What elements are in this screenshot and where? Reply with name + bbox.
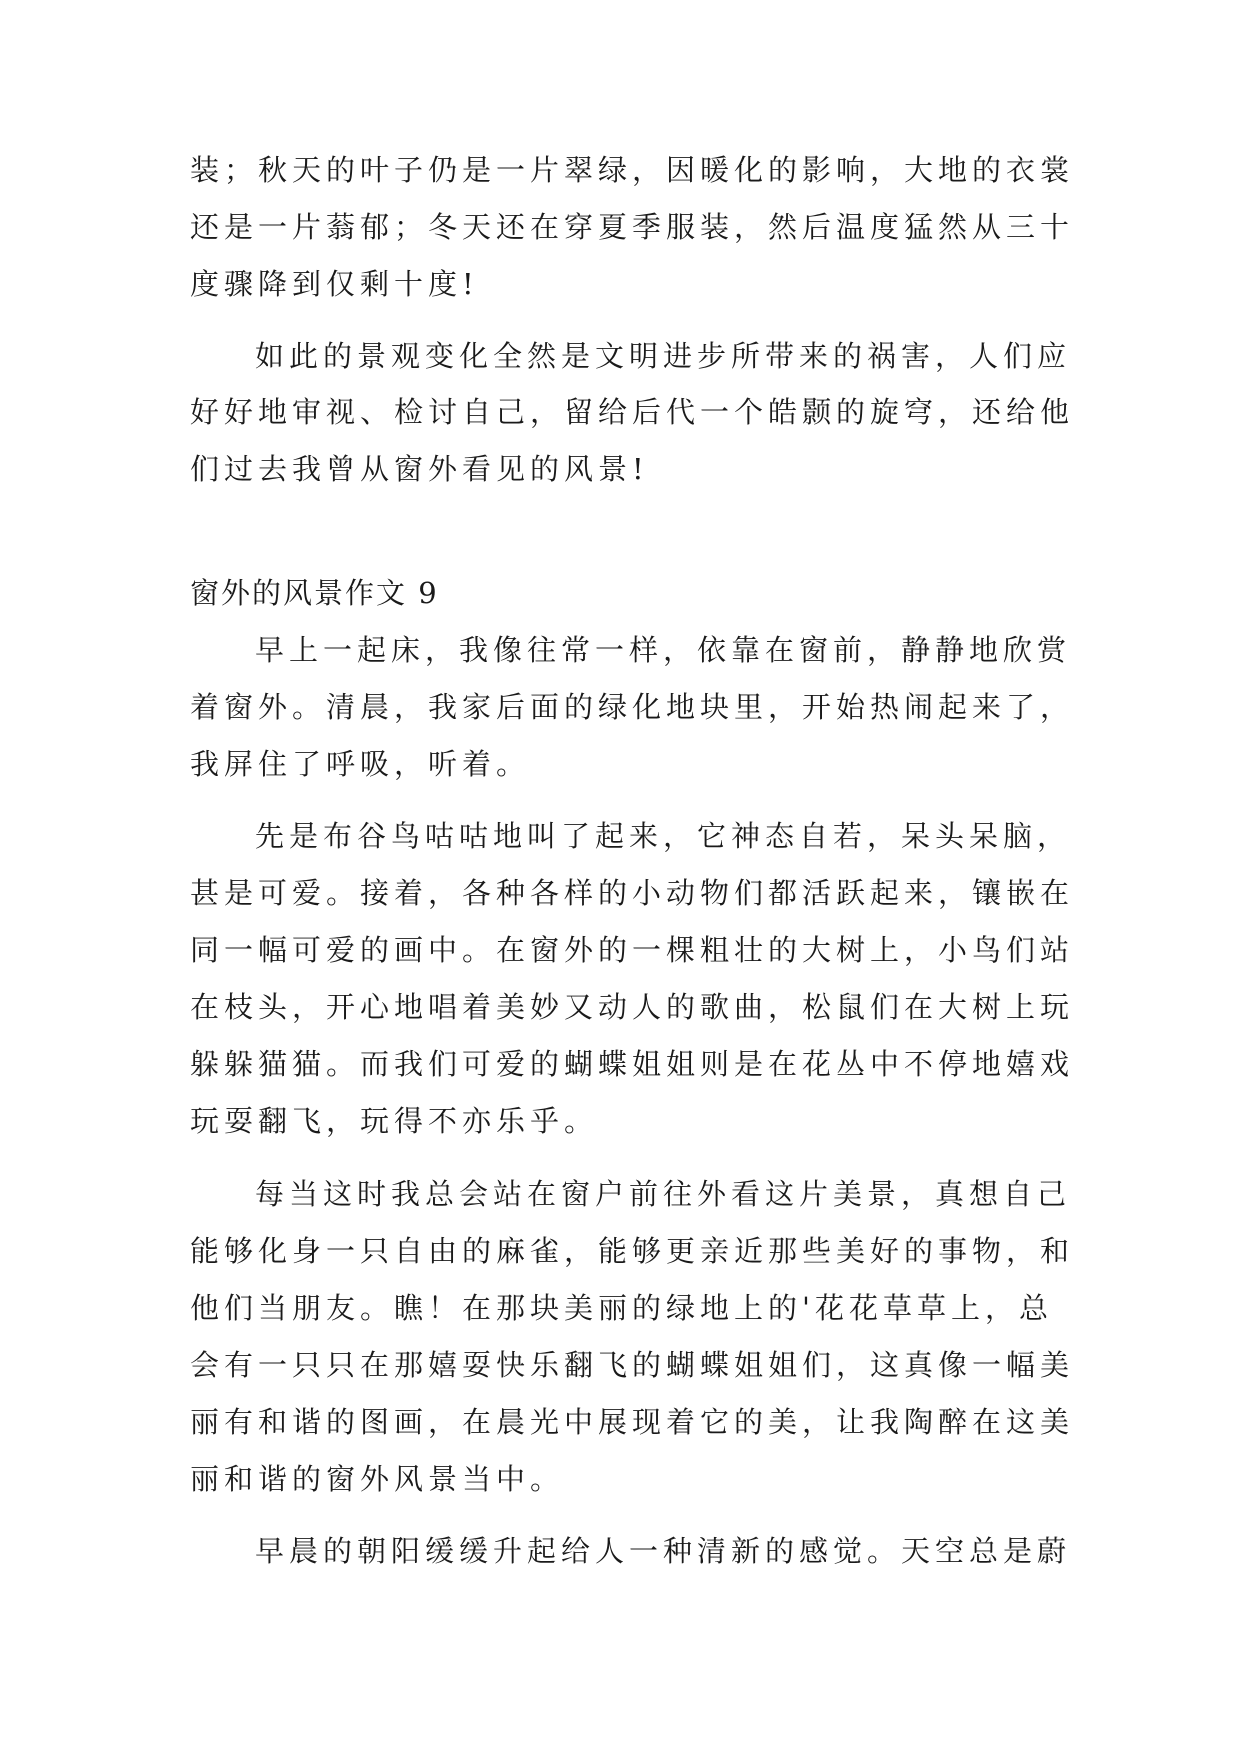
text-line: 能够化身一只自由的麻雀，能够更亲近那些美好的事物，和 [190,1234,1075,1268]
text-line: 装；秋天的叶子仍是一片翠绿，因暖化的影响，大地的衣裳 [190,153,1075,187]
text-line: 先是布谷鸟咕咕地叫了起来，它神态自若，呆头呆脑， [255,819,1072,853]
section-heading: 窗外的风景作文 9 [190,576,439,610]
text-line: 甚是可爱。接着，各种各样的小动物们都活跃起来，镶嵌在 [190,876,1075,910]
text-line: 每当这时我总会站在窗户前往外看这片美景，真想自己 [255,1177,1072,1211]
text-line: 度骤降到仅剩十度! [190,267,479,301]
text-line: 早晨的朝阳缓缓升起给人一种清新的感觉。天空总是蔚 [255,1534,1072,1568]
text-line: 在枝头，开心地唱着美妙又动人的歌曲，松鼠们在大树上玩 [190,990,1075,1024]
text-line: 们过去我曾从窗外看见的风景! [190,452,649,486]
text-line: 他们当朋友。瞧！在那块美丽的绿地上的'花花草草上，总 [190,1291,1053,1325]
text-line: 早上一起床，我像往常一样，依靠在窗前，静静地欣赏 [255,633,1072,667]
text-line: 同一幅可爱的画中。在窗外的一棵粗壮的大树上，小鸟们站 [190,933,1075,967]
text-line: 丽和谐的窗外风景当中。 [190,1462,565,1496]
text-line: 我屏住了呼吸，听着。 [190,747,531,781]
text-line: 还是一片蓊郁；冬天还在穿夏季服装，然后温度猛然从三十 [190,210,1075,244]
text-line: 着窗外。清晨，我家后面的绿化地块里，开始热闹起来了， [190,690,1075,724]
text-line: 好好地审视、检讨自己，留给后代一个皓颢的旋穹，还给他 [190,395,1075,429]
text-line: 丽有和谐的图画，在晨光中展现着它的美，让我陶醉在这美 [190,1405,1075,1439]
text-line: 会有一只只在那嬉耍快乐翻飞的蝴蝶姐姐们，这真像一幅美 [190,1348,1075,1382]
text-line: 躲躲猫猫。而我们可爱的蝴蝶姐姐则是在花丛中不停地嬉戏 [190,1047,1075,1081]
text-line: 如此的景观变化全然是文明进步所带来的祸害，人们应 [255,339,1072,373]
text-line: 玩耍翻飞，玩得不亦乐乎。 [190,1104,599,1138]
